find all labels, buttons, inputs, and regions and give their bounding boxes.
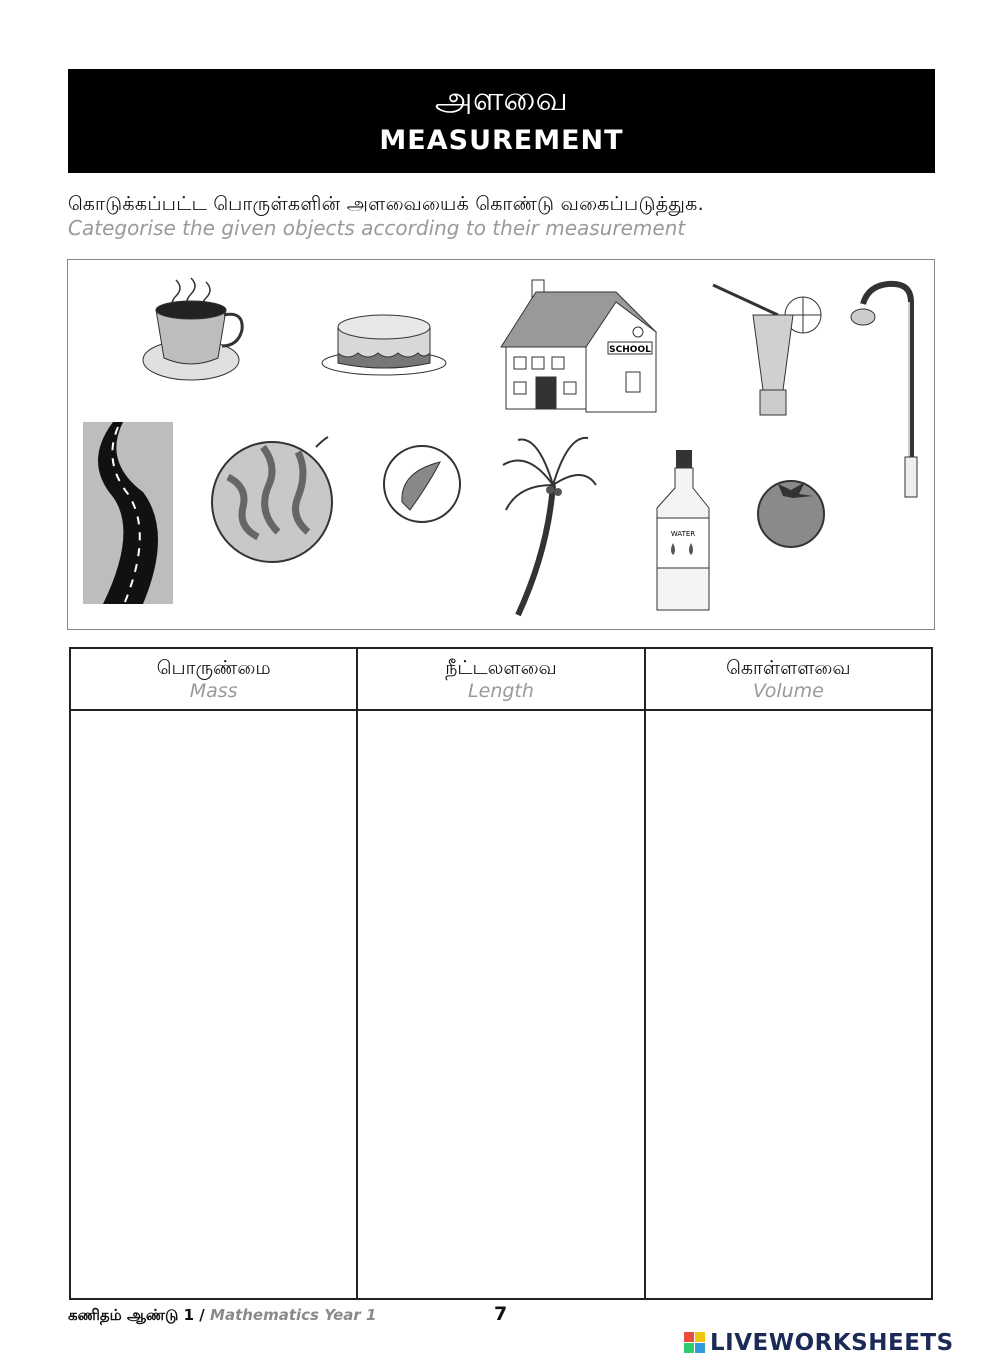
coconut-tree-icon[interactable]	[498, 430, 598, 620]
road-icon[interactable]	[83, 422, 173, 604]
title-banner	[68, 69, 935, 173]
liveworksheets-brand[interactable]	[684, 1330, 954, 1356]
objects-picture-box	[67, 259, 935, 630]
street-lamp-icon[interactable]	[843, 272, 933, 502]
column-length-english: Length	[468, 680, 534, 702]
water-bottle-icon[interactable]	[653, 448, 713, 618]
instruction-tamil: கொடுக்கப்பட்ட பொருள்களின் அளவையைக் கொண்டு வகைப்படுத்துக.	[68, 193, 704, 215]
cake-icon[interactable]	[318, 305, 453, 380]
column-header-length	[357, 648, 644, 710]
column-volume-english: Volume	[752, 680, 824, 702]
page-number: 7	[494, 1303, 508, 1325]
school-building-icon[interactable]	[496, 272, 666, 417]
column-volume-tamil: கொள்ளளவை	[726, 657, 851, 679]
sorting-table	[69, 647, 933, 1300]
column-header-mass	[70, 648, 357, 710]
footer-book-english: Mathematics Year 1	[210, 1306, 377, 1324]
watermelon-icon[interactable]	[208, 432, 343, 567]
footer-book-tamil: கணிதம் ஆண்டு 1 /	[68, 1306, 205, 1324]
liveworksheets-text: LIVEWORKSHEETS	[710, 1330, 954, 1356]
footer-book-title	[68, 1306, 376, 1326]
marble-icon[interactable]	[380, 442, 465, 527]
column-mass-tamil: பொருண்மை	[156, 657, 271, 679]
column-header-volume	[645, 648, 932, 710]
instruction-english: Categorise the given objects according to their measurement	[68, 216, 686, 240]
tomato-icon[interactable]	[753, 470, 833, 550]
title-tamil: அளவை	[434, 79, 569, 119]
title-english: MEASUREMENT	[379, 125, 624, 156]
mass-drop-zone[interactable]	[70, 710, 357, 1299]
column-length-tamil: நீட்டலளவை	[445, 657, 557, 679]
liveworksheets-logo-icon	[684, 1332, 706, 1354]
glass-of-juice-icon[interactable]	[708, 275, 828, 420]
school-sign-label: SCHOOL	[609, 345, 651, 355]
cup-of-coffee-icon[interactable]	[136, 270, 246, 390]
length-drop-zone[interactable]	[357, 710, 644, 1299]
column-mass-english: Mass	[189, 680, 238, 702]
volume-drop-zone[interactable]	[645, 710, 932, 1299]
water-bottle-label: WATER	[670, 530, 696, 538]
